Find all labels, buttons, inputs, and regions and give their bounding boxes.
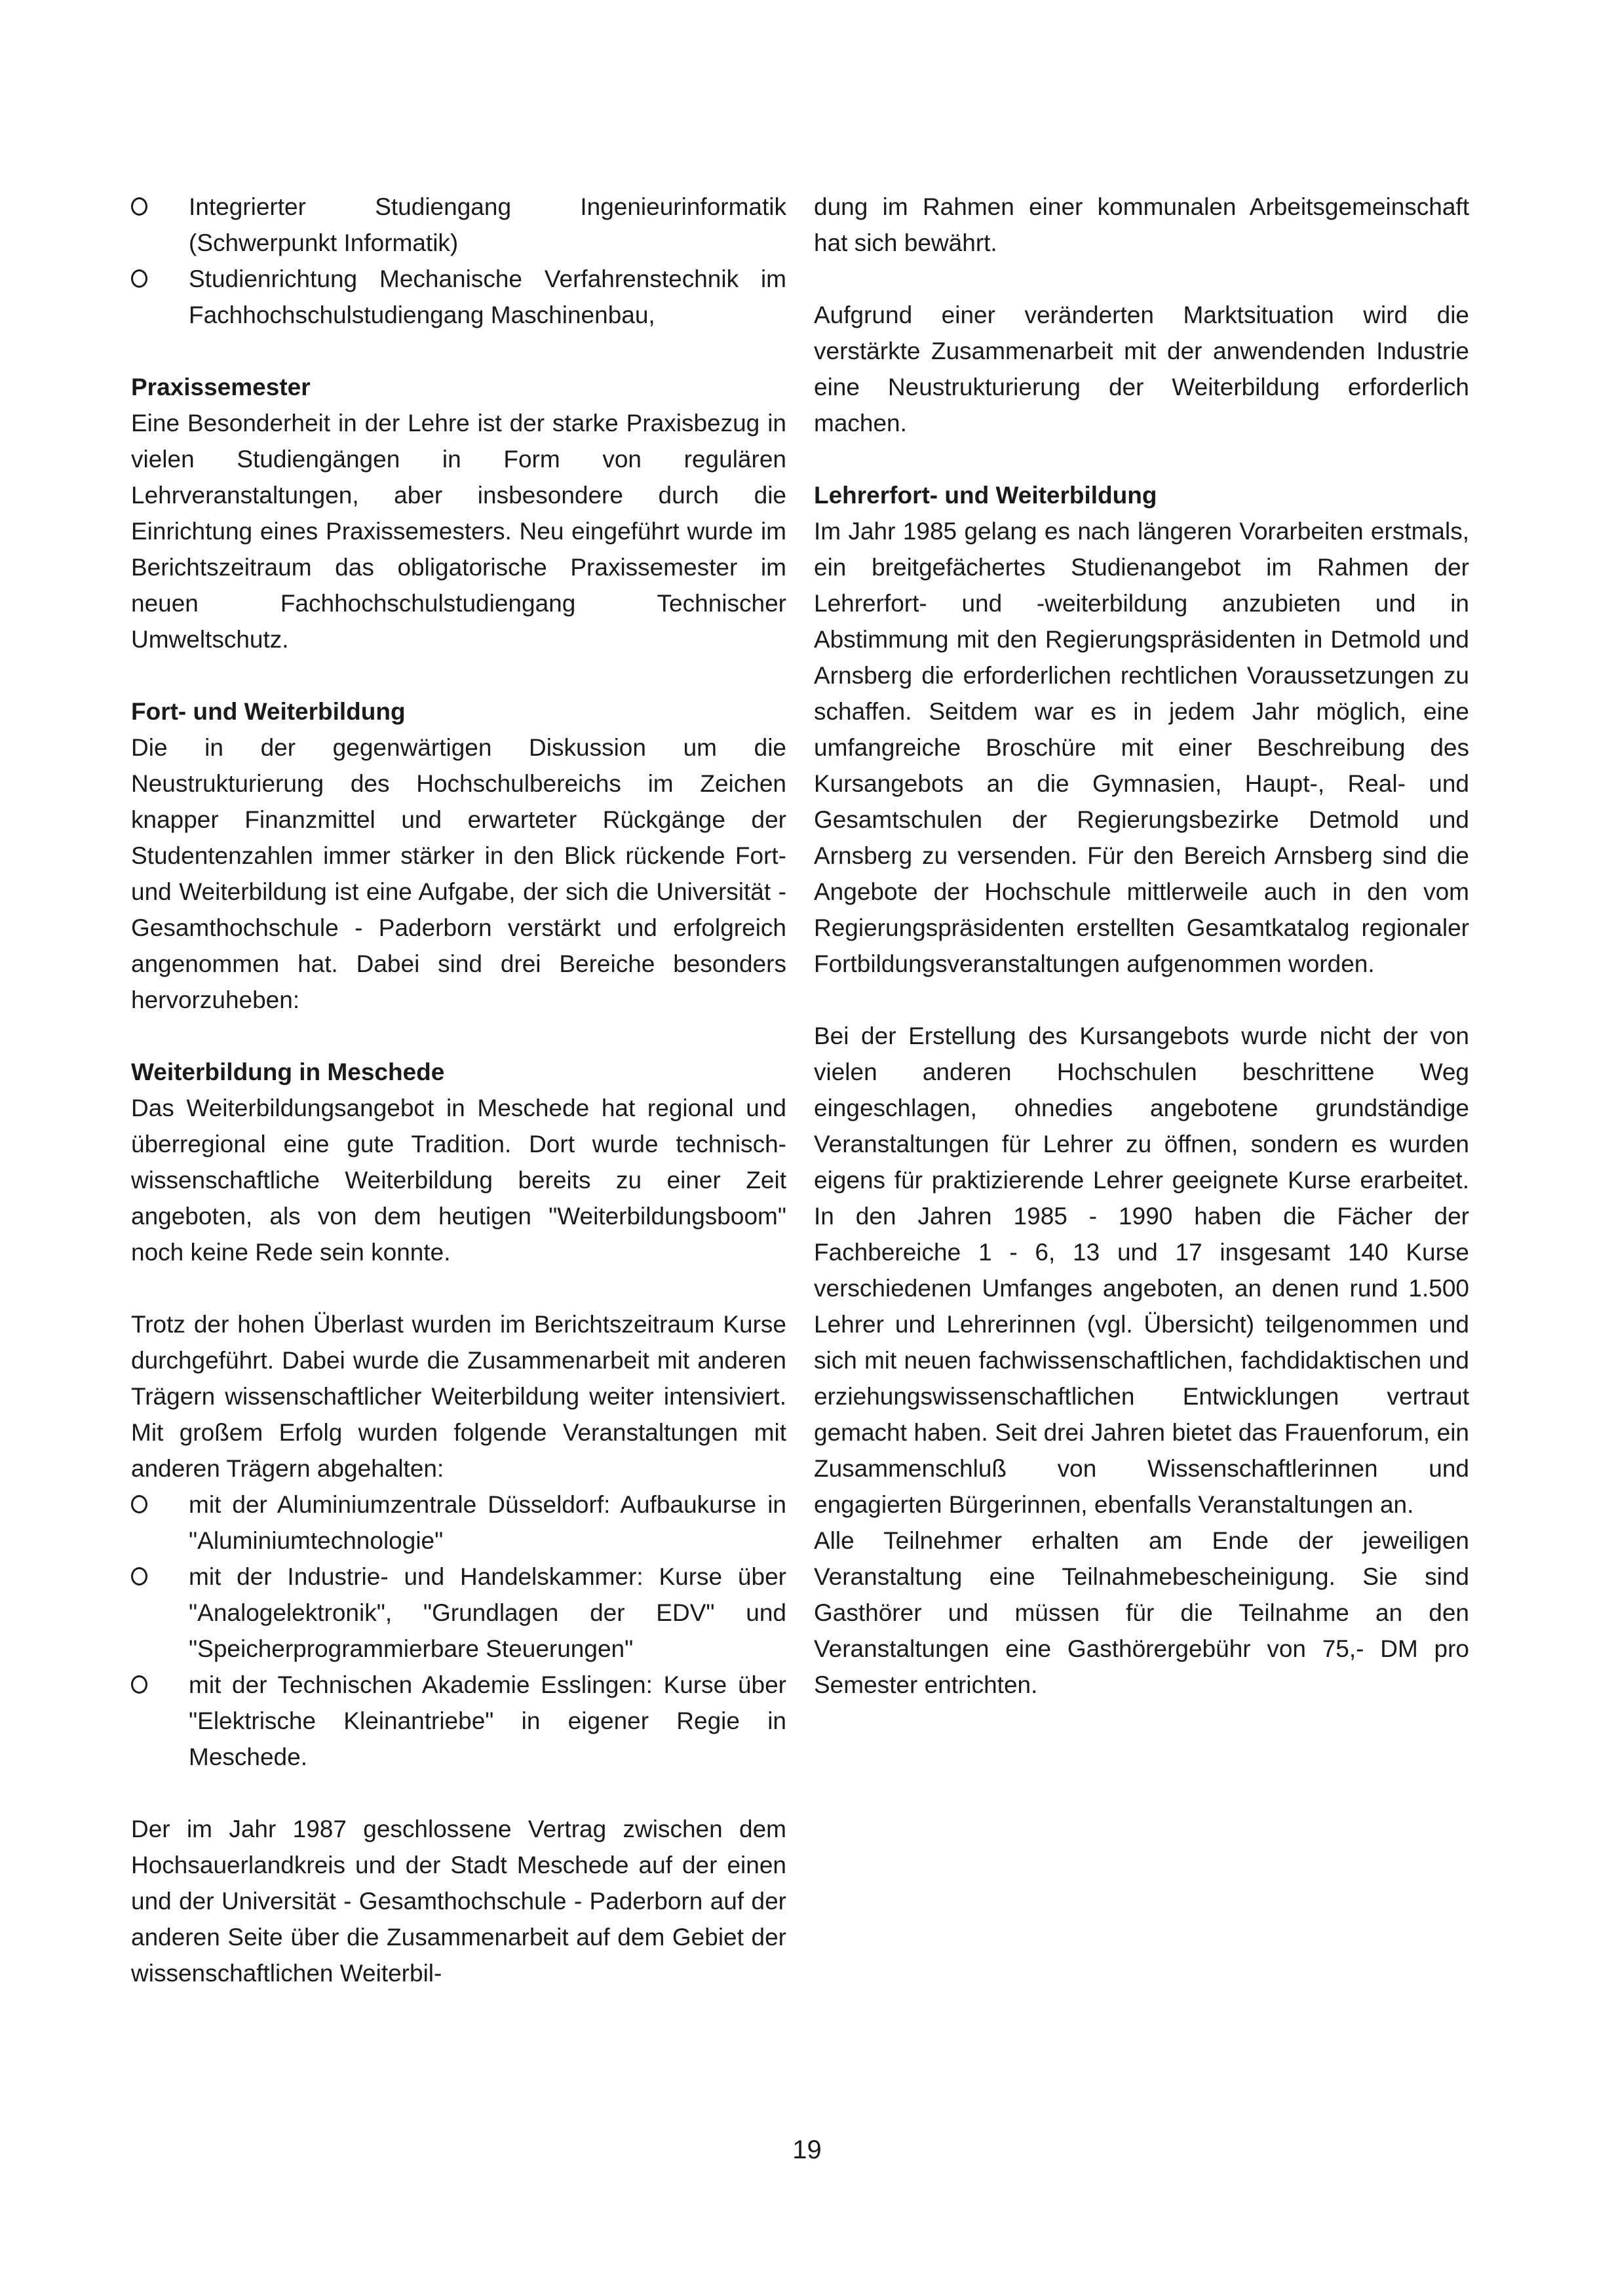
paragraph-praxissemester: Eine Besonderheit in der Lehre ist der starke Praxisbezug in vielen Studiengängen in Form von regulären Lehrveranstaltungen, aber insbesondere durch die Einrichtung eines Praxissemesters. Neu eingeführt wurde im Berichtszeitraum das obligatorische Praxissemester im neuen Fachhochschulstudiengang Technischer Umweltschutz.	[131, 410, 786, 653]
paragraph-kursangebot: Bei der Erstellung des Kursangebots wurde nicht der von vielen anderen Hochschulen beschrittene Weg eingeschlagen, ohnedies angebotene grundständige Veranstaltungen für Lehrer zu öffnen, sondern es wurden eigens für praktizierende Lehrer geeignete Kurse erarbeitet. In den Jahren 1985 - 1990 haben die Fächer der Fachbereiche 1 - 6, 13 und 17 insgesamt 140 Kurse verschiedenen Umfanges angeboten, an denen rund 1.500 Lehrer und Lehrerinnen (vgl. Übersicht) teilgenommen und sich mit neuen fachwissenschaftlichen, fachdidaktischen und erziehungswissenschaftlichen Entwicklungen vertraut gemacht haben. Seit drei Jahren bietet das Frauenforum, ein Zusammenschluß von Wissenschaftlerinnen und engagierten Bürgerinnen, ebenfalls Veranstaltungen an.	[814, 1022, 1469, 1518]
list-item-text: mit der Technischen Akademie Esslingen: Kurse über "Elektrische Kleinantriebe" in eigener Regie in Meschede.	[189, 1671, 786, 1770]
paragraph-vertrag: Der im Jahr 1987 geschlossene Vertrag zwischen dem Hochsauerlandkreis und der Stadt Meschede auf der einen und der Universität - Gesamthochschule - Paderborn auf der anderen Seite über die Zusammenarbeit auf dem Gebiet der wissenschaftlichen Weiterbil-	[131, 1816, 786, 1987]
list-item-text: Integrierter Studiengang Ingenieurinformatik (Schwerpunkt Informatik)	[189, 193, 786, 256]
list-item	[131, 1559, 786, 1667]
paragraph-lehrerfortbildung: Im Jahr 1985 gelang es nach längeren Vorarbeiten erstmals, ein breitgefächertes Studienangebot im Rahmen der Lehrerfort- und -weiterbildung anzubieten und in Abstimmung mit den Regierungspräsidenten in Detmold und Arnsberg die erforderlichen rechtlichen Voraussetzungen zu schaffen. Seitdem war es in jedem Jahr möglich, eine umfangreiche Broschüre mit einer Beschreibung des Kursangebots an die Gymnasien, Haupt-, Real- und Gesamtschulen der Regierungsbezirke Detmold und Arnsberg zu versenden. Für den Bereich Arnsberg sind die Angebote der Hochschule mittlerweile auch in den vom Regierungspräsidenten erstellten Gesamtkatalog regionaler Fortbildungsveranstaltungen aufgenommen worden.	[814, 518, 1469, 977]
list-item	[131, 1487, 786, 1559]
paragraph-marktsituation: Aufgrund einer veränderten Marktsituation wird die verstärkte Zusammenarbeit mit der anwendenden Industrie eine Neustrukturierung der Weiterbildung erforderlich machen.	[814, 302, 1469, 437]
list-item-text: mit der Aluminiumzentrale Düsseldorf: Aufbaukurse in "Aluminiumtechnologie"	[189, 1491, 786, 1554]
paragraph-teilnehmer: Alle Teilnehmer erhalten am Ende der jeweiligen Veranstaltung eine Teilnahmebescheinigung. Sie sind Gasthörer und müssen für die Teilnahme an den Veranstaltungen eine Gasthörergebühr von 75,- DM pro Semester entrichten.	[814, 1527, 1469, 1698]
left-column	[131, 189, 786, 1991]
circle-bullet-icon	[131, 1567, 147, 1586]
section-heading-fort-weiterbildung: Fort- und Weiterbildung	[131, 698, 406, 725]
list-item-text: mit der Industrie- und Handelskammer: Kurse über "Analogelektronik", "Grundlagen der EDV" und "Speicherprogrammierbare Steuerungen"	[189, 1563, 786, 1662]
paragraph-meschede: Das Weiterbildungsangebot in Meschede hat regional und überregional eine gute Tradition. Dort wurde technisch-wissenschaftliche Weiterbildung bereits zu einer Zeit angeboten, als von dem heutigen "Weiterbildungsboom" noch keine Rede sein konnte.	[131, 1095, 786, 1266]
circle-bullet-icon	[131, 269, 147, 288]
section-heading-lehrerfortbildung: Lehrerfort- und Weiterbildung	[814, 482, 1157, 509]
section-heading-meschede: Weiterbildung in Meschede	[131, 1059, 445, 1085]
list-item	[131, 189, 786, 261]
circle-bullet-icon	[131, 1495, 147, 1513]
list-item	[131, 261, 786, 333]
paragraph-continuation: dung im Rahmen einer kommunalen Arbeitsgemeinschaft hat sich bewährt.	[814, 193, 1469, 256]
list-item-text: Studienrichtung Mechanische Verfahrenstechnik im Fachhochschulstudiengang Maschinenbau,	[189, 265, 786, 328]
right-column	[814, 189, 1469, 1703]
list-item	[131, 1667, 786, 1775]
page-number: 19	[792, 2135, 822, 2164]
study-programs-list	[131, 189, 786, 333]
circle-bullet-icon	[131, 197, 147, 216]
events-list	[131, 1487, 786, 1775]
circle-bullet-icon	[131, 1675, 147, 1694]
paragraph-fort-weiterbildung: Die in der gegenwärtigen Diskussion um die Neustrukturierung des Hochschulbereichs im Zeichen knapper Finanzmittel und erwarteter Rückgänge der Studentenzahlen immer stärker in den Blick rückende Fort- und Weiterbildung ist eine Aufgabe, der sich die Universität - Gesamthochschule - Paderborn verstärkt und erfolgreich angenommen hat. Dabei sind drei Bereiche besonders hervorzuheben:	[131, 734, 786, 1013]
paragraph-trotz: Trotz der hohen Überlast wurden im Berichtszeitraum Kurse durchgeführt. Dabei wurde die Zusammenarbeit mit anderen Trägern wissenschaftlicher Weiterbildung weiter intensiviert. Mit großem Erfolg wurden folgende Veranstaltungen mit anderen Trägern abgehalten:	[131, 1311, 786, 1482]
section-heading-praxissemester: Praxissemester	[131, 374, 311, 400]
